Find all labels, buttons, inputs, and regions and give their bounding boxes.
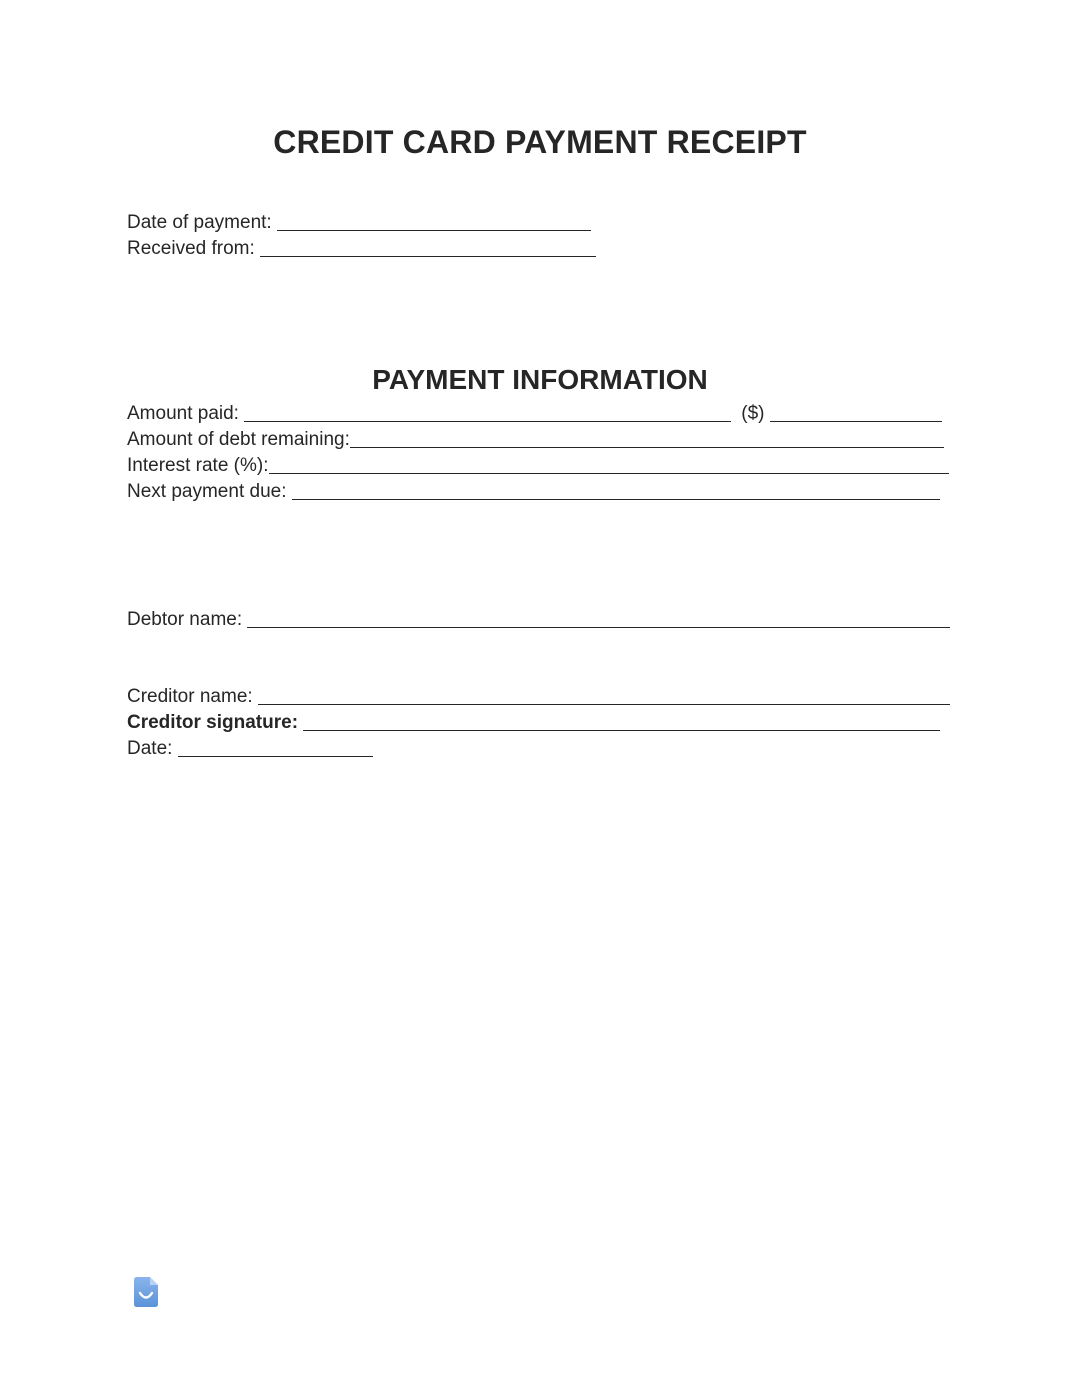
date-row xyxy=(127,736,373,760)
interest-rate-row xyxy=(127,453,949,477)
next-payment-due-field[interactable] xyxy=(292,481,940,500)
amount-paid-words-field[interactable] xyxy=(244,403,731,422)
interest-rate-field[interactable] xyxy=(269,455,949,474)
creditor-name-label: Creditor name: xyxy=(127,686,258,707)
creditor-signature-label: Creditor signature: xyxy=(127,712,304,733)
interest-rate-label: Interest rate (%): xyxy=(127,455,269,476)
debtor-name-field[interactable] xyxy=(247,609,950,628)
received-from-row xyxy=(127,236,596,260)
date-of-payment-row xyxy=(127,210,591,234)
amount-paid-row xyxy=(127,401,942,425)
creditor-name-field[interactable] xyxy=(258,686,950,705)
next-payment-due-row xyxy=(127,479,940,503)
debt-remaining-label: Amount of debt remaining: xyxy=(127,429,350,450)
creditor-signature-field[interactable] xyxy=(303,712,940,731)
debtor-name-label: Debtor name: xyxy=(127,609,248,630)
creditor-signature-row xyxy=(127,710,940,734)
received-from-field[interactable] xyxy=(260,238,596,257)
amount-paid-number-field[interactable] xyxy=(770,403,942,422)
date-label: Date: xyxy=(127,738,178,759)
payment-information-heading: PAYMENT INFORMATION xyxy=(372,364,708,395)
amount-paid-label: Amount paid: xyxy=(127,403,245,424)
received-from-label: Received from: xyxy=(127,238,261,259)
currency-symbol: ($) xyxy=(741,403,765,424)
debtor-name-row xyxy=(127,607,950,631)
date-of-payment-field[interactable] xyxy=(277,212,591,231)
debt-remaining-row xyxy=(127,427,944,451)
date-of-payment-label: Date of payment: xyxy=(127,212,277,233)
document-logo-icon xyxy=(133,1276,159,1308)
debt-remaining-field[interactable] xyxy=(350,429,944,448)
next-payment-due-label: Next payment due: xyxy=(127,481,292,502)
creditor-name-row xyxy=(127,684,950,708)
document-title: CREDIT CARD PAYMENT RECEIPT xyxy=(273,124,807,160)
date-field[interactable] xyxy=(178,738,373,757)
